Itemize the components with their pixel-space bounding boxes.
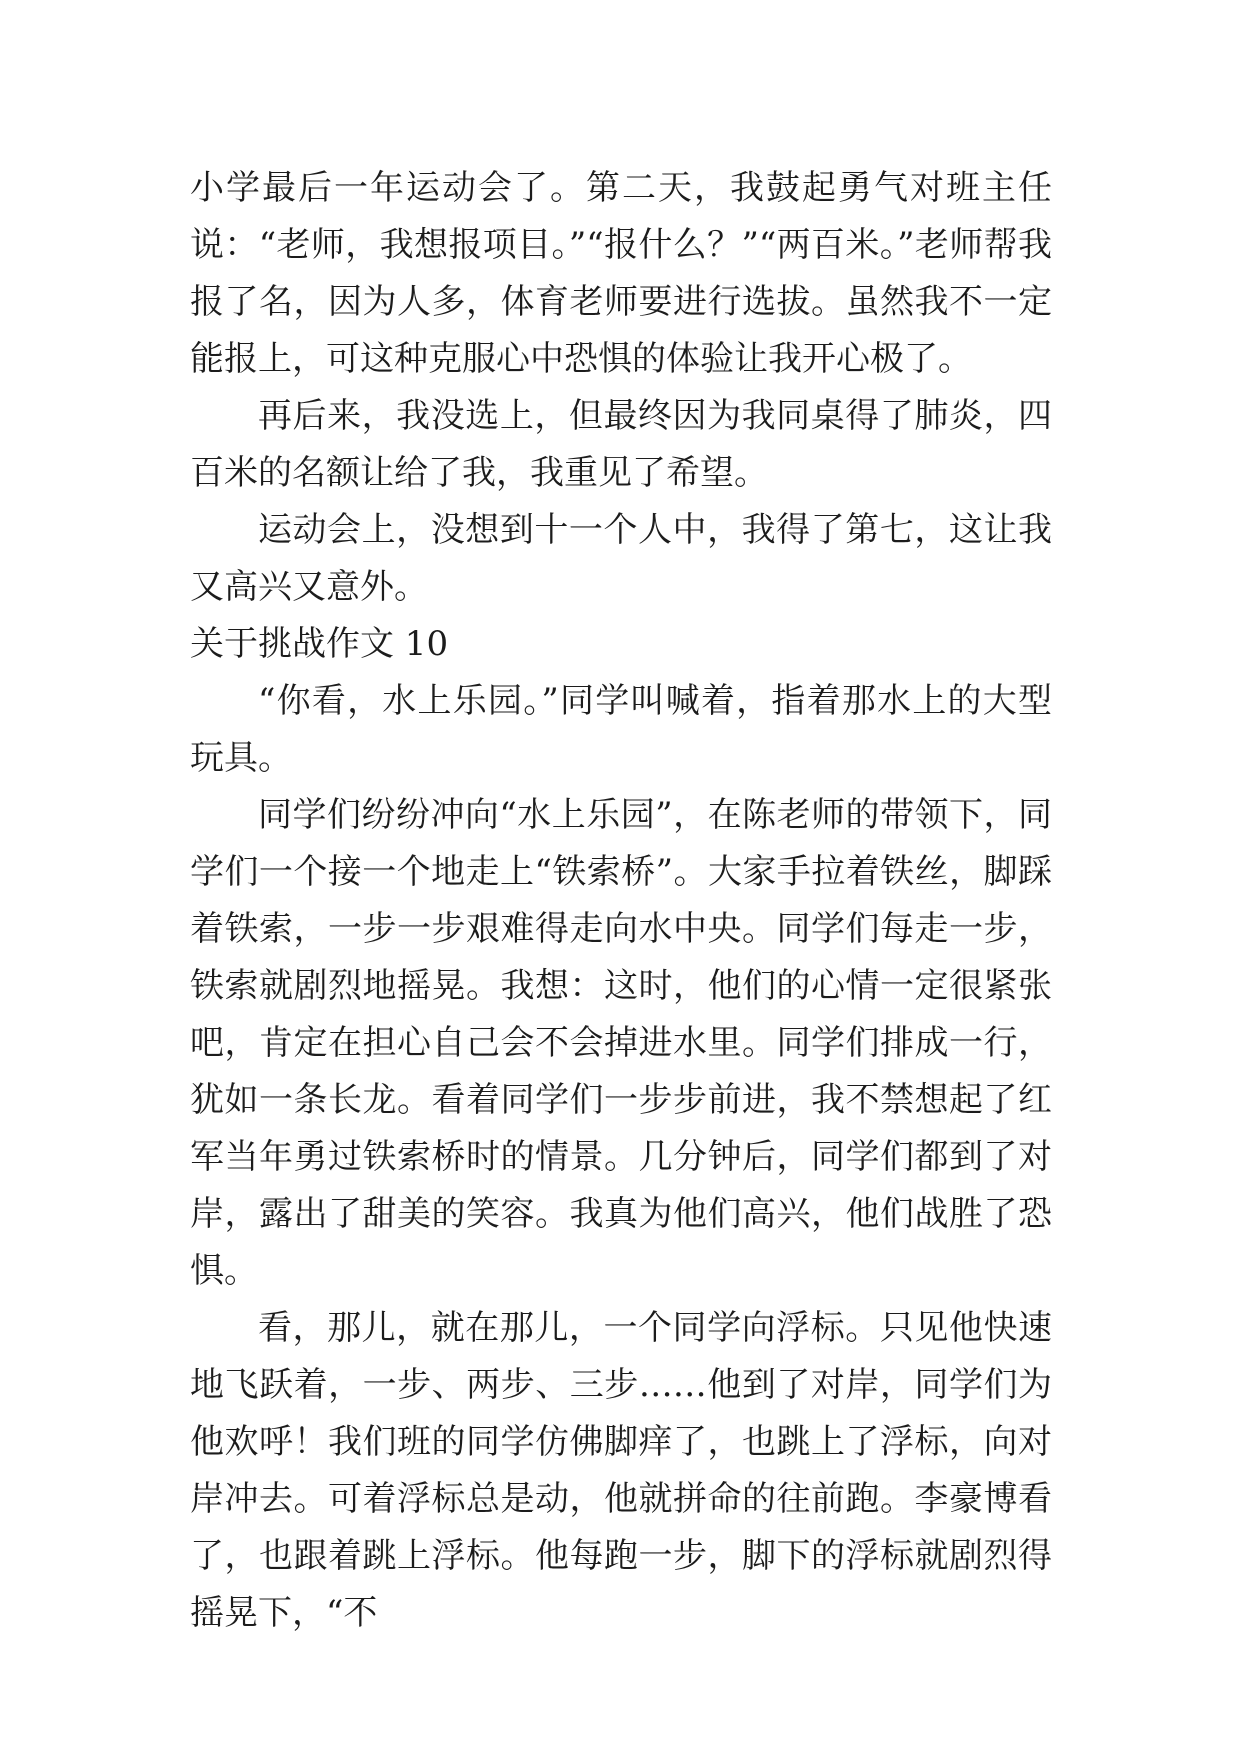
paragraph-6: 看，那儿，就在那儿，一个同学向浮标。只见他快速地飞跃着，一步、两步、三步……他到了对岸，同学们为他欢呼！我们班的同学仿佛脚痒了，也跳上了浮标，向对岸冲去。可着浮标总是动，他就拼命的往前跑。李豪博看了，也跟着跳上浮标。他每跑一步，脚下的浮标就剧烈得摇晃下，“不 xyxy=(190,1308,1052,1633)
paragraph-5: 同学们纷纷冲向“水上乐园”，在陈老师的带领下，同学们一个接一个地走上“铁索桥”。大家手拉着铁丝，脚踩着铁索，一步一步艰难得走向水中央。同学们每走一步，铁索就剧烈地摇晃。我想：这时，他们的心情一定很紧张吧，肯定在担心自己会不会掉进水里。同学们排成一行，犹如一条长龙。看着同学们一步步前进，我不禁想起了红军当年勇过铁索桥时的情景。几分钟后，同学们都到了对岸，露出了甜美的笑容。我真为他们高兴，他们战胜了恐惧。 xyxy=(190,795,1052,1291)
paragraph-2: 再后来，我没选上，但最终因为我同桌得了肺炎，四百米的名额让给了我，我重见了希望。 xyxy=(190,396,1052,493)
paragraph-1: 小学最后一年运动会了。第二天，我鼓起勇气对班主任说：“老师，我想报项目。”“报什么？”“两百米。”老师帮我报了名，因为人多，体育老师要进行选拔。虽然我不一定能报上，可这种克服心中恐惧的体验让我开心极了。 xyxy=(190,168,1052,379)
document-body xyxy=(190,160,1052,1642)
paragraph-4: “你看，水上乐园。”同学叫喊着，指着那水上的大型玩具。 xyxy=(190,681,1052,778)
paragraph-3: 运动会上，没想到十一个人中，我得了第七，这让我又高兴又意外。 xyxy=(190,510,1052,607)
section-title: 关于挑战作文 10 xyxy=(190,624,449,664)
